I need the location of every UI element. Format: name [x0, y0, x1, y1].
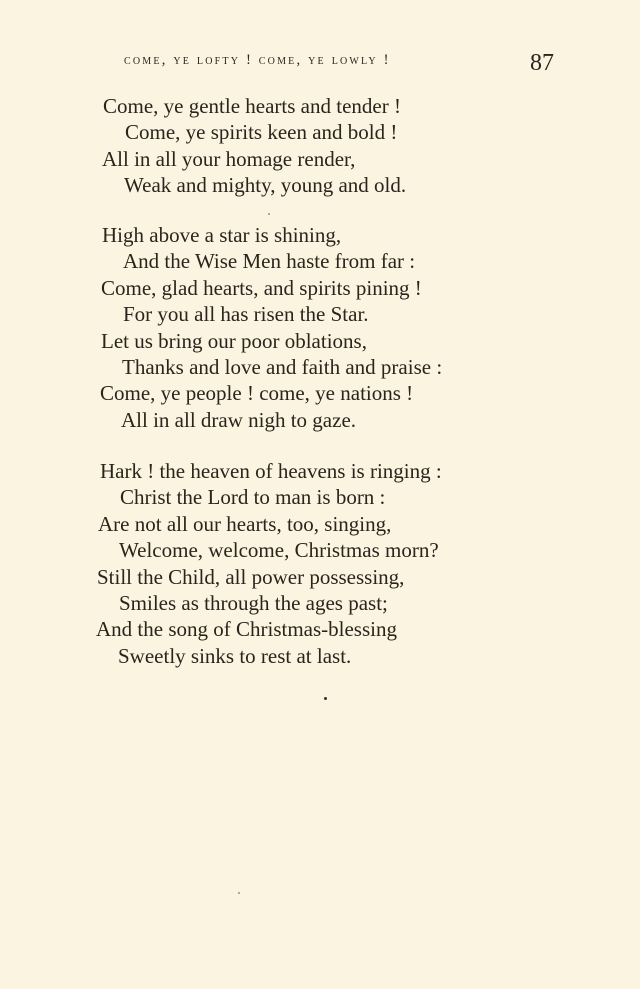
stanza-1 [0, 93, 407, 199]
stanza-3 [0, 458, 442, 669]
poem-line: Hark ! the heaven of heavens is ringing : [100, 459, 442, 483]
page-number: 87 [530, 50, 554, 76]
poem-line: Smiles as through the ages past; [119, 591, 388, 616]
poem-line: Are not all our hearts, too, singing, [98, 511, 392, 536]
poem-line: Weak and mighty, young and old. [124, 173, 407, 198]
poem-line: Still the Child, all power possessing, [97, 564, 405, 589]
poem-line: Sweetly sinks to rest at last. [118, 643, 352, 668]
poem-line: Thanks and love and faith and praise : [122, 355, 443, 380]
poem-line: High above a star is shining, [102, 223, 342, 247]
poem-line: Come, ye people ! come, ye nations ! [100, 381, 414, 406]
ink-speck [268, 213, 270, 215]
poem-line: All in all your homage render, [102, 146, 356, 171]
poem-line: Let us bring our poor oblations, [101, 328, 367, 353]
poem-line: And the Wise Men haste from far : [123, 249, 416, 274]
ink-speck [238, 892, 240, 894]
poem-line: Come, glad hearts, and spirits pining ! [101, 275, 422, 300]
ink-speck [324, 697, 327, 700]
poem-line: Welcome, welcome, Christmas morn? [119, 538, 439, 563]
running-title: come, ye lofty ! come, ye lowly ! [124, 52, 391, 68]
stanza-2 [0, 222, 443, 433]
poem-line: Christ the Lord to man is born : [120, 485, 386, 510]
poem-line: For you all has risen the Star. [123, 302, 369, 327]
poem-line: All in all draw nigh to gaze. [121, 407, 357, 432]
poem-line: And the song of Christmas-blessing [96, 617, 397, 642]
poem-line: Come, ye gentle hearts and tender ! [103, 94, 401, 118]
poem-line: Come, ye spirits keen and bold ! [125, 120, 398, 145]
